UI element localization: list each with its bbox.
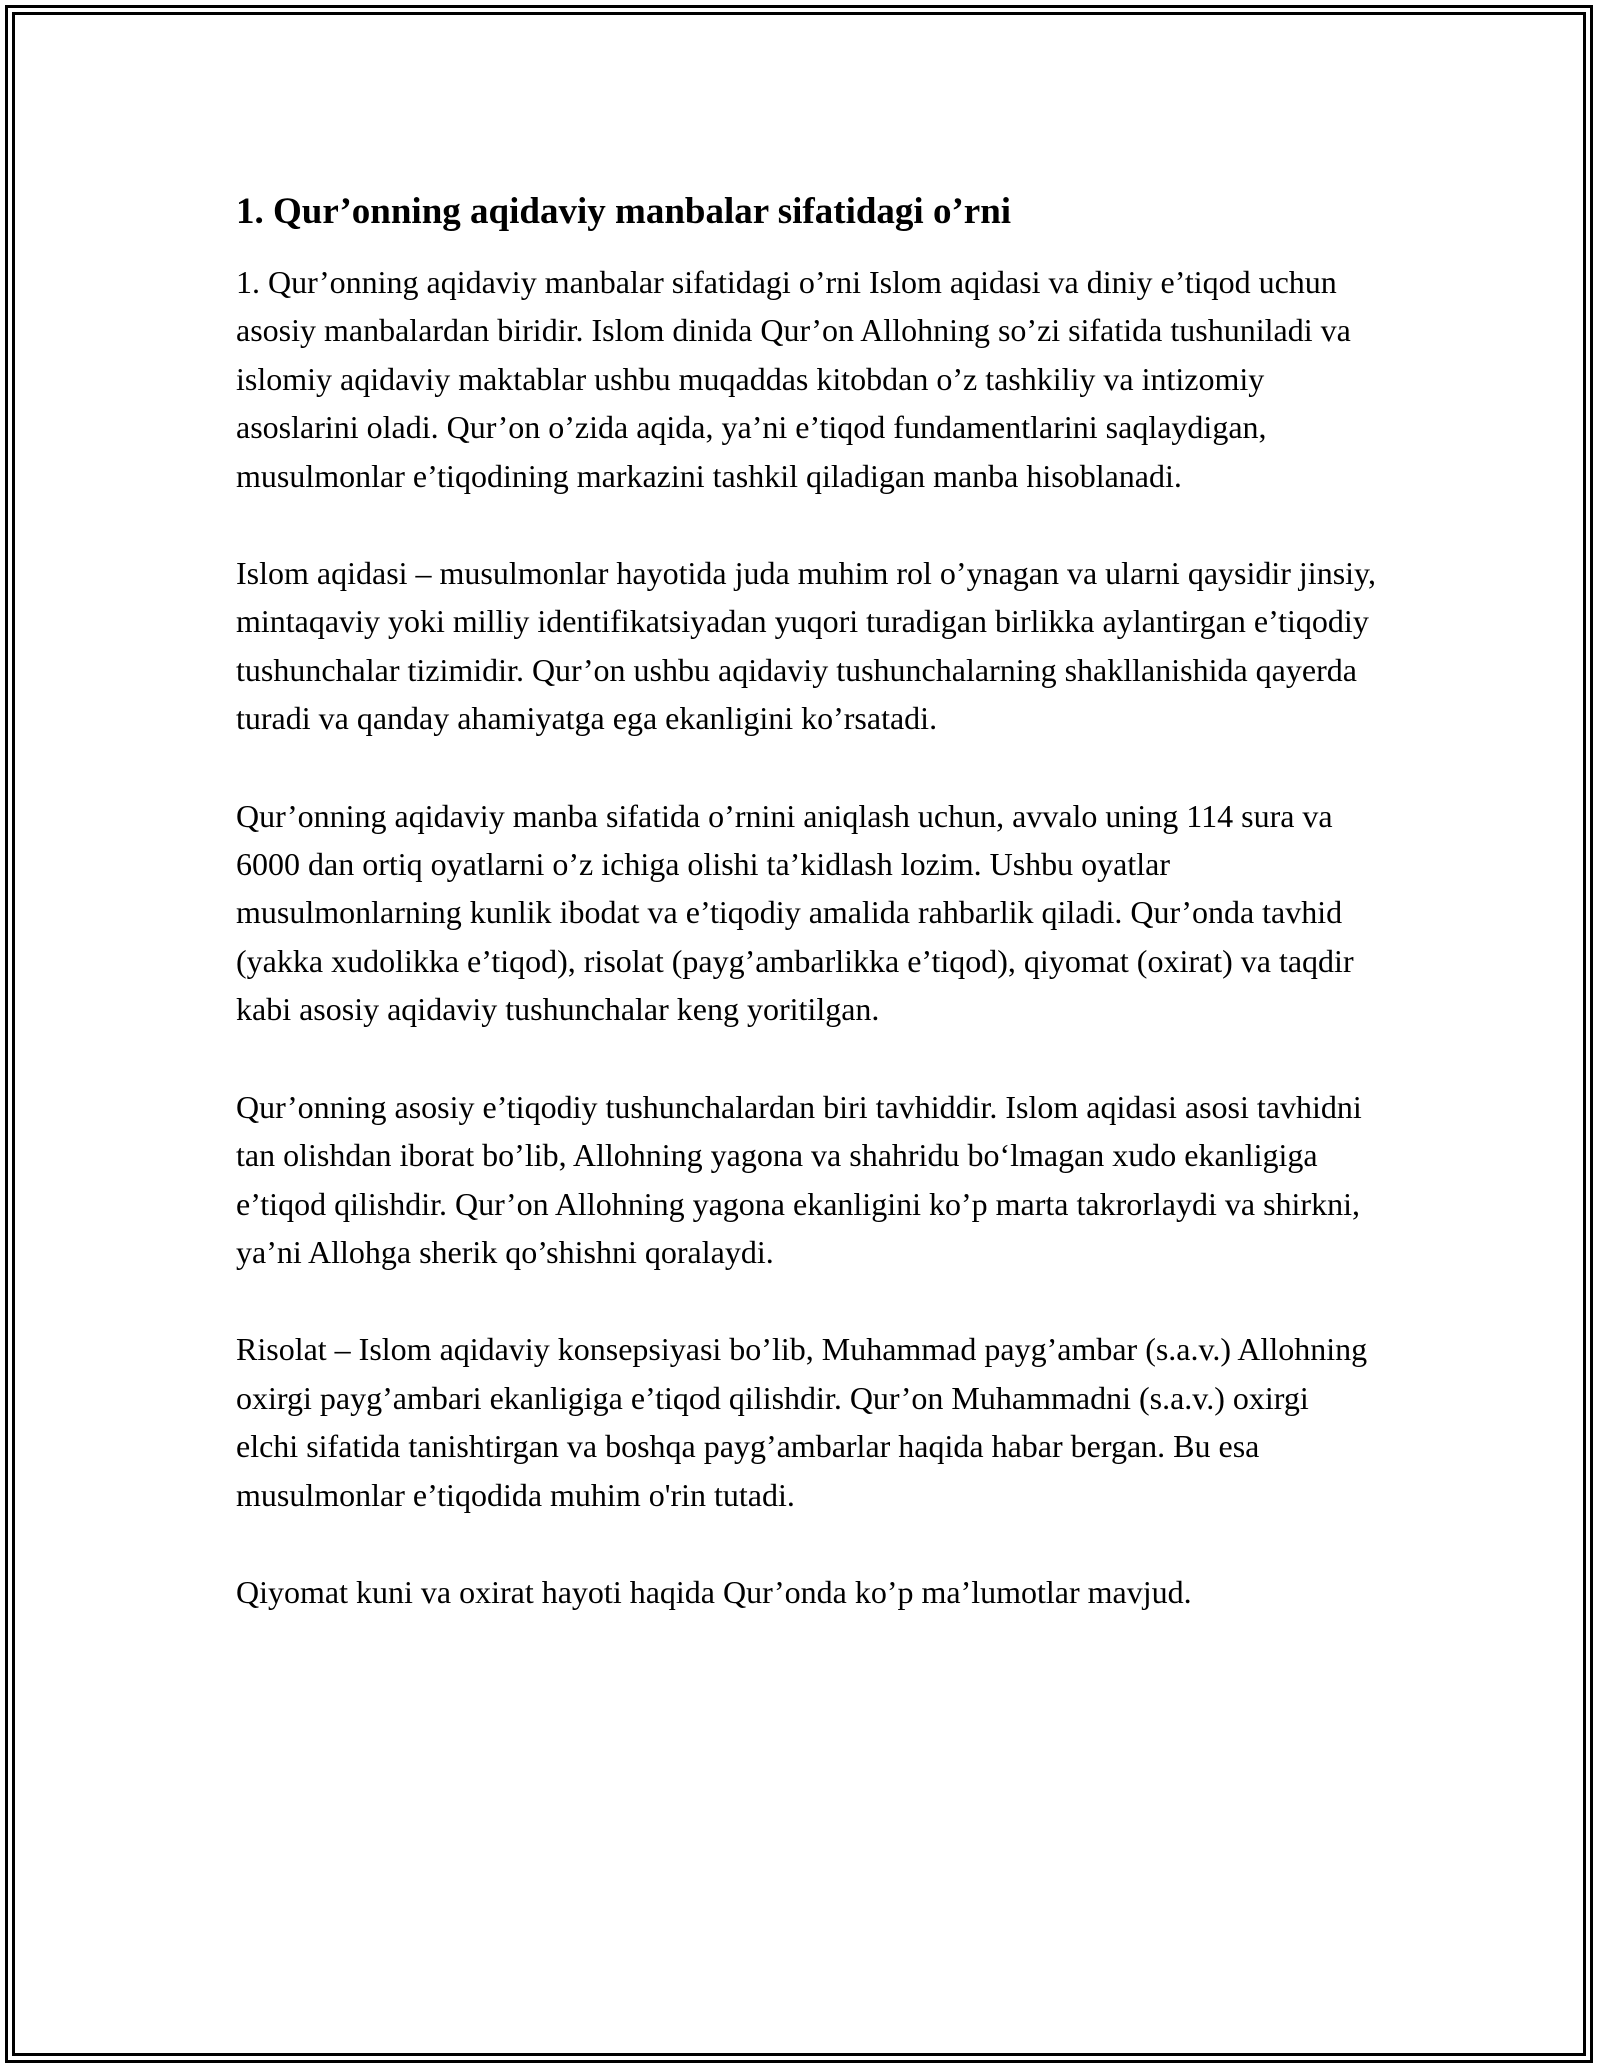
paragraph-risolat: Risolat – Islom aqidaviy konsepsiyasi bo’lib, Muhammad payg’ambar (s.a.v.) Allohning oxirgi payg’ambari ekanligiga e’tiqod qilishdir. Qur’on Muhammadni (s.a.v.) oxirgi elchi sifatida tanishtirgan va boshqa payg’ambarlar haqida habar bergan. Bu esa musulmonlar e’tiqodida muhim o'rin tutadi. bbox=[236, 1331, 1368, 1513]
paragraph-tavhid: Qur’onning asosiy e’tiqodiy tushunchalardan biri tavhiddir. Islom aqidasi asosi tavhidni tan olishdan iborat bo’lib, Allohning yagona va shahridu bo‘lmagan xudo ekanligiga e’tiqod qilishdir. Qur’on Allohning yagona ekanligini ko’p marta takrorlaydi va shirkni, ya’ni Allohga sherik qo’shishni qoralaydi. bbox=[236, 1088, 1362, 1270]
paragraph-intro: 1. Qur’onning aqidaviy manbalar sifatidagi o’rni Islom aqidasi va diniy e’tiqod uchun asosiy manbalardan biridir. Islom dinida Qur’on Allohning so’zi sifatida tushuniladi va islomiy aqidaviy maktablar ushbu muqaddas kitobdan o’z tashkiliy va intizomiy asoslarini oladi. Qur’on o’zida aqida, ya’ni e’tiqod fundamentlarini saqlaydigan, musulmonlar e’tiqodining markazini tashkil qiladigan manba hisoblanadi. bbox=[236, 264, 1351, 494]
document-heading: 1. Qur’onning aqidaviy manbalar sifatidagi o’rni bbox=[236, 191, 1012, 232]
paragraph-quron-structure: Qur’onning aqidaviy manba sifatida o’rnini aniqlash uchun, avvalo uning 114 sura va 6000 dan ortiq oyatlarni o’z ichiga olishi ta’kidlash lozim. Ushbu oyatlar musulmonlarning kunlik ibodat va e’tiqodiy amalida rahbarlik qiladi. Qur’onda tavhid (yakka xudolikka e’tiqod), risolat (payg’ambarlikka e’tiqod), qiyomat (oxirat) va taqdir kabi asosiy aqidaviy tushunchalar keng yoritilgan. bbox=[236, 797, 1354, 1028]
paragraph-qiyomat: Qiyomat kuni va oxirat hayoti haqida Qur’onda ko’p ma’lumotlar mavjud. bbox=[236, 1573, 1192, 1610]
paragraph-islom-aqidasi: Islom aqidasi – musulmonlar hayotida juda muhim rol o’ynagan va ularni qaysidir jinsiy, mintaqaviy yoki milliy identifikatsiyadan yuqori turadigan birlikka aylantirgan e’tiqodiy tushunchalar tizimidir. Qur’on ushbu aqidaviy tushunchalarning shakllanishida qayerda turadi va qanday ahamiyatga ega ekanligini ko’rsatadi. bbox=[236, 555, 1376, 737]
document-body bbox=[236, 188, 1376, 1665]
